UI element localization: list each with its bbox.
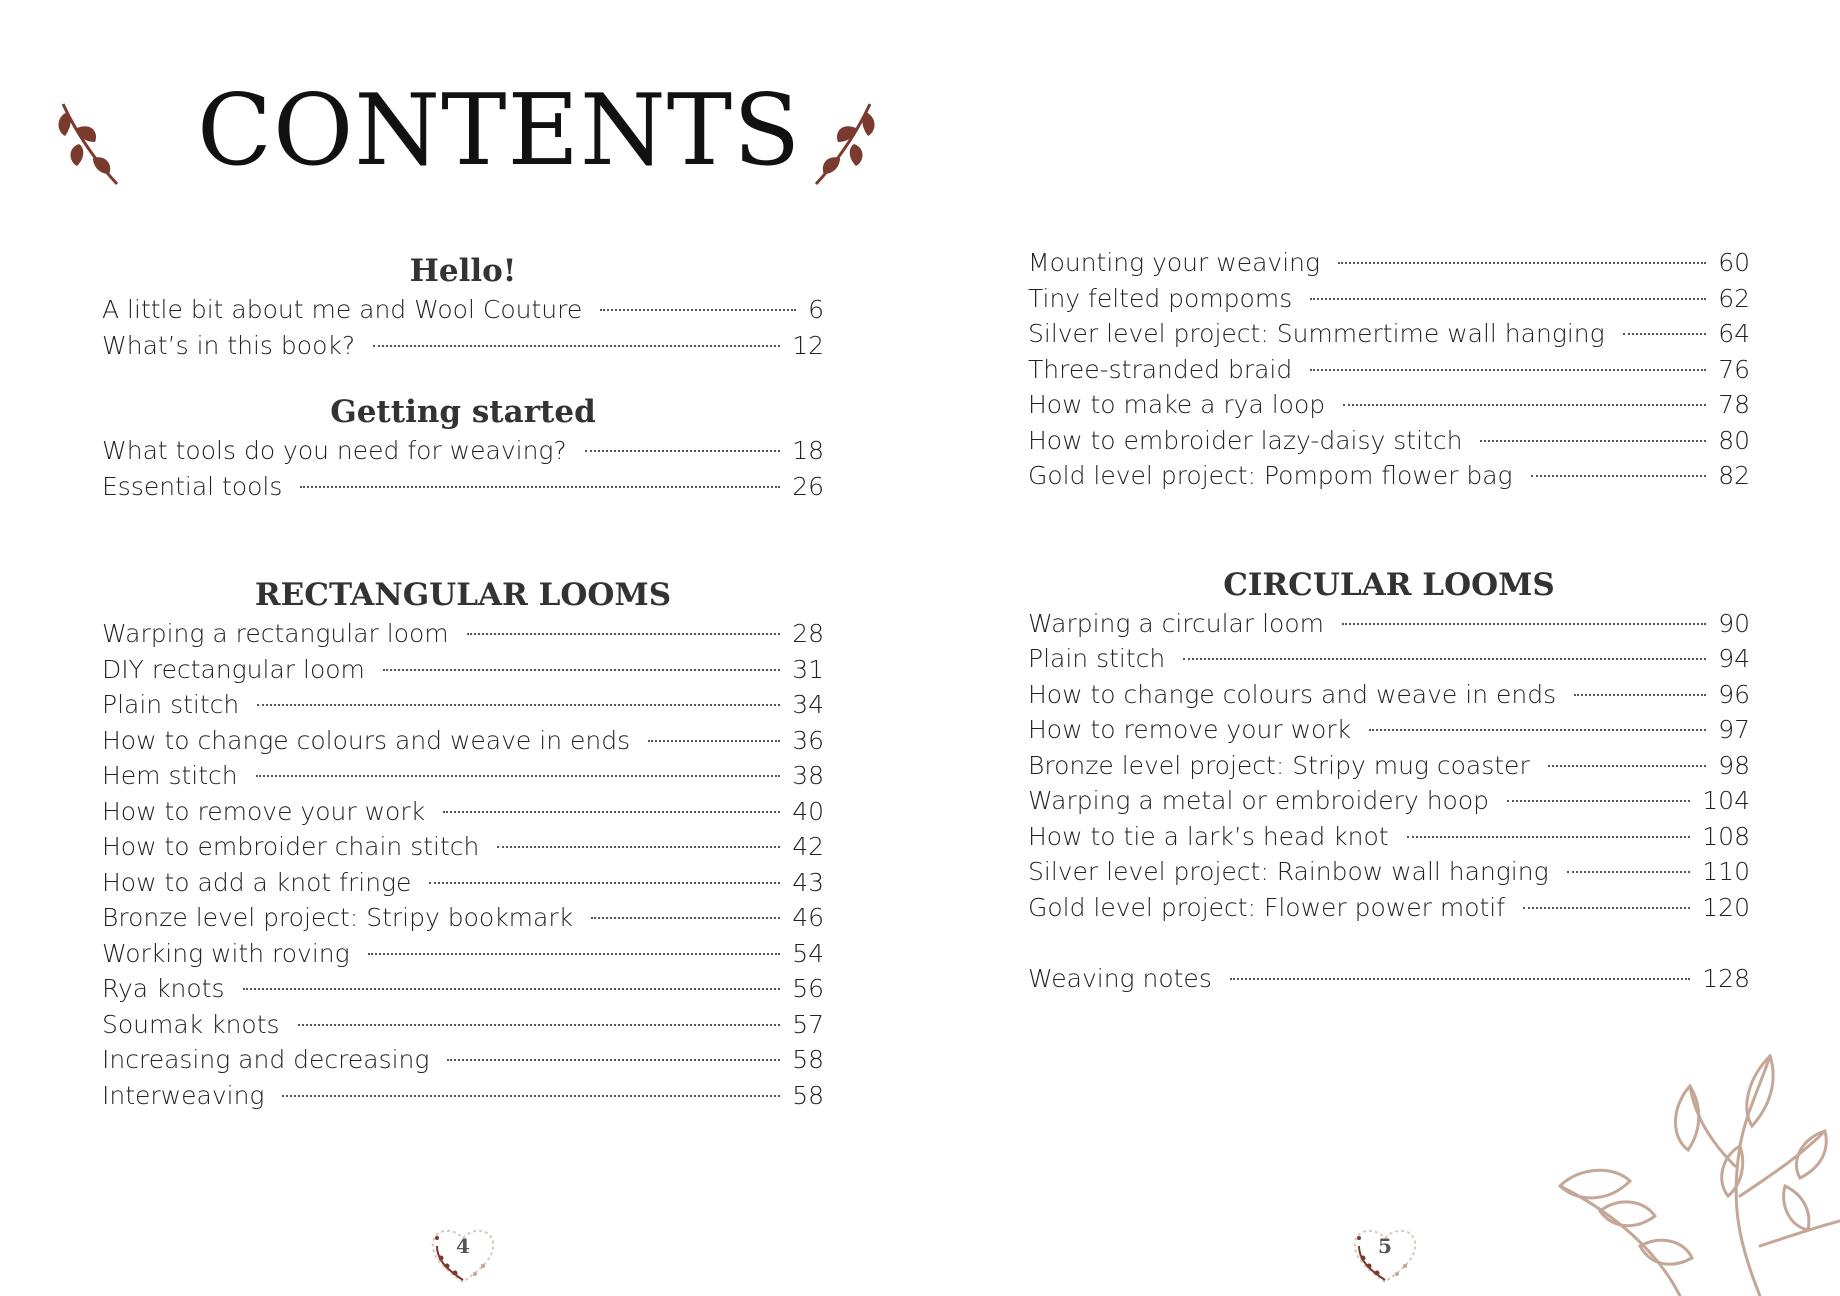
- section-heading-getting-started: Getting started: [330, 394, 596, 430]
- toc-entry-weaving-notes[interactable]: Weaving notes 128: [1028, 964, 1750, 993]
- left-sprig-icon: [55, 100, 125, 190]
- toc-entry[interactable]: Essential tools 26: [102, 471, 824, 501]
- left-toc-column: [102, 250, 824, 1113]
- toc-entry[interactable]: Warping a circular loom 90: [1028, 608, 1750, 638]
- toc-entry[interactable]: Gold level project: Flower power motif 120: [1028, 892, 1750, 922]
- page-number-text: 4: [456, 1234, 470, 1258]
- page-number-right: [1345, 1212, 1425, 1292]
- right-toc-column: [1028, 245, 1750, 997]
- page-title: CONTENTS: [197, 74, 802, 188]
- toc-entry[interactable]: What’s in this book? 12: [102, 330, 824, 360]
- toc-entry[interactable]: How to remove your work 40: [102, 796, 824, 826]
- toc-entry[interactable]: Plain stitch 94: [1028, 644, 1750, 673]
- toc-entry[interactable]: How to change colours and weave in ends 96: [1028, 679, 1750, 709]
- toc-entry[interactable]: How to remove your work 97: [1028, 715, 1750, 744]
- toc-entry[interactable]: Soumak knots 57: [102, 1009, 824, 1039]
- toc-entry[interactable]: Silver level project: Rainbow wall hanging 110: [1028, 857, 1750, 886]
- toc-entry[interactable]: How to change colours and weave in ends 36: [102, 725, 824, 755]
- toc-entry[interactable]: How to embroider lazy-daisy stitch 80: [1028, 425, 1750, 455]
- toc-entry[interactable]: A little bit about me and Wool Couture 6: [102, 295, 824, 324]
- page-number-text: 5: [1378, 1234, 1392, 1258]
- section-heading-rectangular-looms: RECTANGULAR LOOMS: [254, 577, 672, 613]
- toc-entry[interactable]: Hem stitch 38: [102, 761, 824, 790]
- toc-entry[interactable]: Bronze level project: Stripy bookmark 46: [102, 903, 824, 932]
- toc-entry[interactable]: Rya knots 56: [102, 974, 824, 1003]
- toc-entry[interactable]: Warping a rectangular loom 28: [102, 619, 824, 648]
- toc-entry[interactable]: Bronze level project: Stripy mug coaster 98: [1028, 750, 1750, 780]
- toc-entry[interactable]: Three-stranded braid 76: [1028, 354, 1750, 384]
- toc-entry[interactable]: Plain stitch 34: [102, 690, 824, 719]
- toc-entry[interactable]: Warping a metal or embroidery hoop 104: [1028, 786, 1750, 815]
- section-heading-circular-looms: CIRCULAR LOOMS: [1223, 566, 1555, 603]
- toc-entry[interactable]: How to make a rya loop 78: [1028, 390, 1750, 419]
- toc-entry[interactable]: Mounting your weaving 60: [1028, 248, 1750, 277]
- toc-entry[interactable]: How to tie a lark’s head knot 108: [1028, 821, 1750, 851]
- page-number-left: [423, 1212, 503, 1292]
- toc-entry[interactable]: DIY rectangular loom 31: [102, 654, 824, 684]
- toc-entry[interactable]: Tiny felted pompoms 62: [1028, 283, 1750, 313]
- toc-entry[interactable]: What tools do you need for weaving? 18: [102, 436, 824, 465]
- leaf-branch-illustration: [1440, 1046, 1840, 1296]
- toc-entry[interactable]: Increasing and decreasing 58: [102, 1045, 824, 1074]
- right-sprig-icon: [808, 100, 878, 190]
- toc-entry[interactable]: How to add a knot fringe 43: [102, 867, 824, 897]
- toc-entry[interactable]: Interweaving 58: [102, 1080, 824, 1110]
- section-heading-hello: Hello!: [409, 253, 517, 289]
- toc-entry[interactable]: How to embroider chain stitch 42: [102, 832, 824, 861]
- toc-entry[interactable]: Silver level project: Summertime wall hanging 64: [1028, 319, 1750, 348]
- toc-entry[interactable]: Working with roving 54: [102, 938, 824, 968]
- toc-entry[interactable]: Gold level project: Pompom flower bag 82: [1028, 461, 1750, 490]
